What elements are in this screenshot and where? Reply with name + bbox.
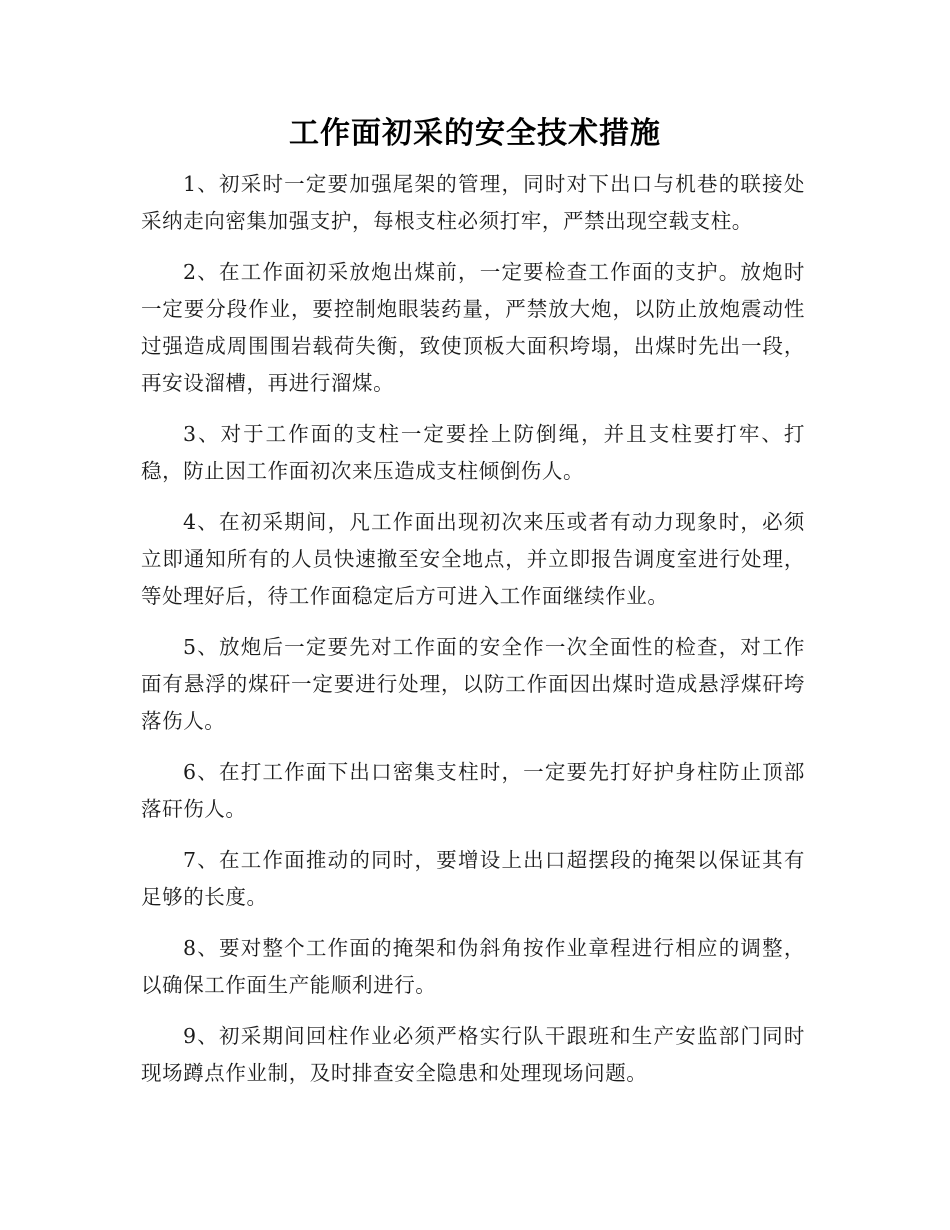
paragraph-8: 8、要对整个工作面的掩架和伪斜角按作业章程进行相应的调整，以确保工作面生产能顺利进行。 [141,936,805,997]
paragraph-6: 6、在打工作面下出口密集支柱时，一定要先打好护身柱防止顶部落矸伤人。 [141,760,805,821]
paragraph-9: 9、初采期间回柱作业必须严格实行队干跟班和生产安监部门同时现场蹲点作业制，及时排查安全隐患和处理现场问题。 [141,1024,805,1085]
paragraph-4: 4、在初采期间，凡工作面出现初次来压或者有动力现象时，必须立即通知所有的人员快速撤至安全地点，并立即报告调度室进行处理，等处理好后，待工作面稳定后方可进入工作面继续作业。 [141,510,805,608]
paragraph-2: 2、在工作面初采放炮出煤前，一定要检查工作面的支护。放炮时一定要分段作业，要控制炮眼装药量，严禁放大炮，以防止放炮震动性过强造成周围围岩载荷失衡，致使顶板大面积垮塌，出煤时先出一段，再安设溜槽，再进行溜煤。 [141,260,805,395]
paragraph-3: 3、对于工作面的支柱一定要拴上防倒绳，并且支柱要打牢、打稳，防止因工作面初次来压造成支柱倾倒伤人。 [141,422,805,483]
document-body [141,166,805,1106]
paragraph-1: 1、初采时一定要加强尾架的管理，同时对下出口与机巷的联接处采纳走向密集加强支护，每根支柱必须打牢，严禁出现空载支柱。 [141,172,805,233]
paragraph-7: 7、在工作面推动的同时，要增设上出口超摆段的掩架以保证其有足够的长度。 [141,848,805,909]
paragraph-5: 5、放炮后一定要先对工作面的安全作一次全面性的检查，对工作面有悬浮的煤矸一定要进行处理，以防工作面因出煤时造成悬浮煤矸垮落伤人。 [141,635,805,733]
document-title: 工作面初采的安全技术措施 [289,116,661,151]
